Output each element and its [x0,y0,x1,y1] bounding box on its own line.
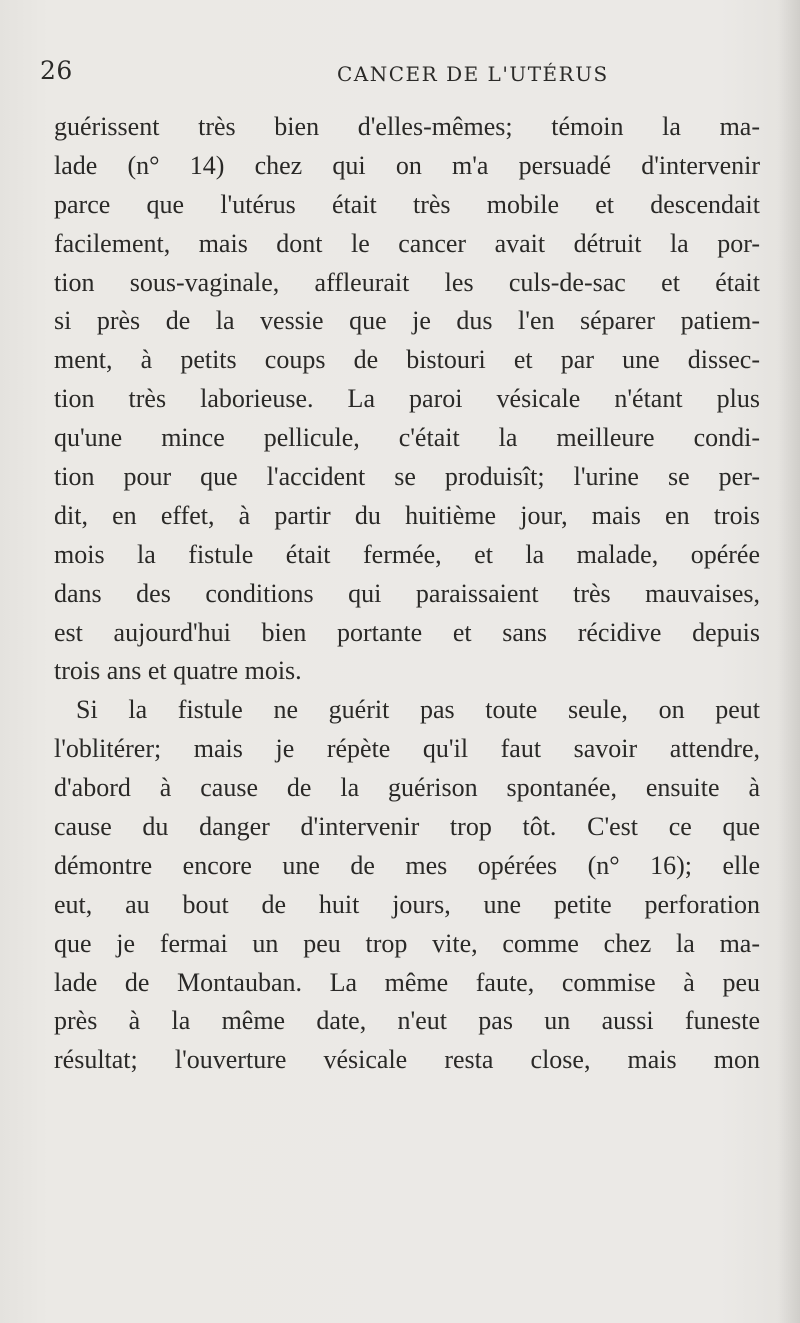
text-line: tion sous-vaginale, affleurait les culs-de-sac et était [54,267,760,297]
text-line: d'abord à cause de la guérison spontanée, ensuite à [54,773,760,803]
text-line: l'oblitérer; mais je répète qu'il faut savoir attendre, [54,734,760,764]
text-line: guérissent très bien d'elles-mêmes; témoin la ma- [54,112,760,141]
text-line: tion pour que l'accident se produisît; l'urine se per- [54,462,760,492]
text-line: tion très laborieuse. La paroi vésicale n'étant plus [54,384,760,414]
text-line: lade de Montauban. La même faute, commise à peu [54,967,760,997]
text-line: lade (n° 14) chez qui on m'a persuadé d'intervenir [54,150,760,180]
text-line: dit, en effet, à partir du huitième jour, mais en trois [54,500,760,530]
text-line: est aujourd'hui bien portante et sans récidive depuis [54,617,760,647]
text-line: qu'une mince pellicule, c'était la meilleure condi- [54,423,760,453]
text-line: dans des conditions qui paraissaient très mauvaises, [54,578,760,608]
text-line: démontre encore une de mes opérées (n° 16); elle [54,850,760,880]
text-line: trois ans et quatre mois. [54,656,302,686]
text-line: Si la fistule ne guérit pas toute seule, on peut [76,695,760,725]
text-line: que je fermai un peu trop vite, comme chez la ma- [54,928,760,958]
page-header [0,56,800,92]
page-number: 26 [40,56,73,85]
text-line: mois la fistule était fermée, et la malade, opérée [54,539,760,569]
text-line: résultat; l'ouverture vésicale resta close, mais mon [54,1045,760,1075]
text-line: près à la même date, n'eut pas un aussi funeste [54,1006,760,1036]
text-line: eut, au bout de huit jours, une petite perforation [54,889,760,919]
text-line: ment, à petits coups de bistouri et par une dissec- [54,345,760,375]
text-line: parce que l'utérus était très mobile et descendait [54,189,760,219]
page-edge-shadow [778,0,800,1323]
text-line: facilement, mais dont le cancer avait détruit la por- [54,228,760,258]
text-line: cause du danger d'intervenir trop tôt. C'est ce que [54,812,760,842]
running-title: CANCER DE L'UTÉRUS [337,62,609,86]
body-text [54,108,760,1080]
text-line: si près de la vessie que je dus l'en séparer patiem- [54,306,760,336]
